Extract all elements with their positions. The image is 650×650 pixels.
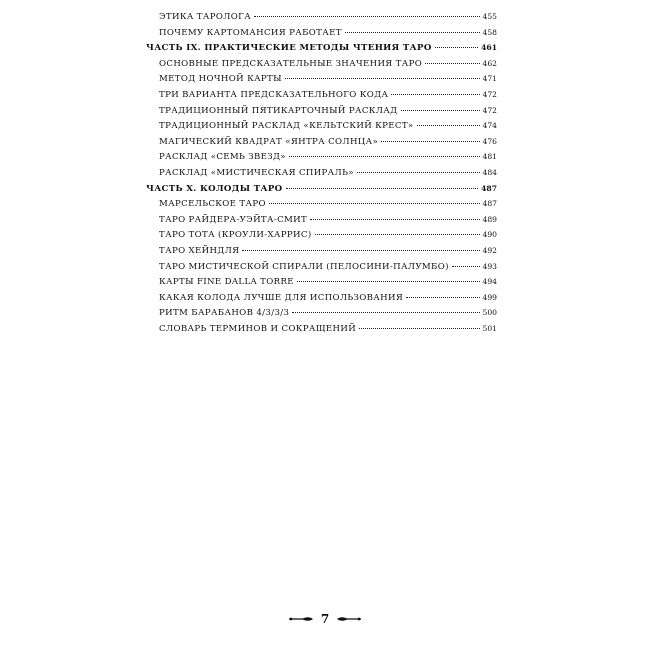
left-flourish-icon bbox=[288, 615, 314, 623]
toc-entry-title: МАРСЕЛЬСКОЕ ТАРО bbox=[159, 199, 266, 210]
toc-entry-page: 492 bbox=[482, 245, 497, 255]
toc-dot-leader bbox=[452, 266, 480, 267]
toc-entry bbox=[146, 59, 497, 75]
toc-entry-title: ТАРО ХЕЙНДЛЯ bbox=[159, 245, 240, 256]
toc-entry-page: 487 bbox=[482, 199, 497, 209]
toc-entry bbox=[146, 90, 497, 106]
toc-entry bbox=[146, 308, 497, 324]
toc-entry-title: МЕТОД НОЧНОЙ КАРТЫ bbox=[159, 74, 282, 85]
toc-entry bbox=[146, 74, 497, 90]
toc-entry-title: СЛОВАРЬ ТЕРМИНОВ И СОКРАЩЕНИЙ bbox=[159, 323, 357, 334]
toc-entry bbox=[146, 230, 497, 246]
toc-entry-title: РАСКЛАД «СЕМЬ ЗВЕЗД» bbox=[159, 152, 286, 163]
toc-dot-leader bbox=[391, 94, 479, 95]
toc-dot-leader bbox=[289, 156, 480, 157]
toc-dot-leader bbox=[381, 141, 479, 142]
toc-entry-page: 487 bbox=[481, 183, 497, 193]
toc-entry-title: ЧАСТЬ IX. ПРАКТИЧЕСКИЕ МЕТОДЫ ЧТЕНИЯ ТАРО bbox=[146, 43, 432, 54]
toc-entry bbox=[146, 324, 497, 340]
toc-part-heading bbox=[146, 184, 497, 200]
toc-entry bbox=[146, 215, 497, 231]
toc-entry-page: 493 bbox=[482, 261, 497, 271]
toc-dot-leader bbox=[297, 281, 480, 282]
toc-dot-leader bbox=[315, 234, 480, 235]
toc-dot-leader bbox=[435, 47, 478, 48]
toc-entry bbox=[146, 246, 497, 262]
toc-dot-leader bbox=[417, 125, 480, 126]
toc-dot-leader bbox=[425, 63, 479, 64]
toc-entry-page: 484 bbox=[482, 167, 497, 177]
toc-entry-title: ОСНОВНЫЕ ПРЕДСКАЗАТЕЛЬНЫЕ ЗНАЧЕНИЯ ТАРО bbox=[159, 58, 423, 69]
toc-entry bbox=[146, 106, 497, 122]
toc-entry-page: 472 bbox=[482, 105, 497, 115]
toc-entry-title: ЭТИКА ТАРОЛОГА bbox=[159, 12, 252, 22]
toc-entry bbox=[146, 262, 497, 278]
toc-dot-leader bbox=[286, 188, 479, 189]
toc-entry-page: 481 bbox=[482, 152, 497, 162]
toc-entry-page: 458 bbox=[482, 27, 497, 37]
toc-dot-leader bbox=[285, 78, 480, 79]
toc-dot-leader bbox=[345, 32, 480, 33]
toc-entry-page: 489 bbox=[482, 214, 497, 224]
toc-entry-page: 499 bbox=[482, 292, 497, 302]
table-of-contents bbox=[146, 12, 497, 339]
toc-entry-title: ТАРО МИСТИЧЕСКОЙ СПИРАЛИ (ПЕЛОСИНИ-ПАЛУМБО) bbox=[159, 261, 449, 272]
toc-dot-leader bbox=[357, 172, 480, 173]
toc-entry-title: КАКАЯ КОЛОДА ЛУЧШЕ ДЛЯ ИСПОЛЬЗОВАНИЯ bbox=[159, 292, 404, 303]
toc-dot-leader bbox=[269, 203, 480, 204]
toc-entry-page: 501 bbox=[482, 323, 497, 333]
toc-entry bbox=[146, 28, 497, 44]
toc-dot-leader bbox=[406, 297, 479, 298]
toc-dot-leader bbox=[401, 110, 480, 111]
toc-entry-page: 455 bbox=[482, 12, 497, 21]
toc-entry-title: ТРАДИЦИОННЫЙ РАСКЛАД «КЕЛЬТСКИЙ КРЕСТ» bbox=[159, 121, 414, 132]
toc-entry bbox=[146, 152, 497, 168]
page-footer bbox=[0, 612, 650, 626]
toc-entry-title: РАСКЛАД «МИСТИЧЕСКАЯ СПИРАЛЬ» bbox=[159, 167, 354, 178]
toc-dot-leader bbox=[292, 312, 479, 313]
toc-entry bbox=[146, 137, 497, 153]
toc-entry bbox=[146, 293, 497, 309]
toc-part-heading bbox=[146, 43, 497, 59]
toc-dot-leader bbox=[310, 219, 479, 220]
toc-entry-page: 462 bbox=[482, 58, 497, 68]
toc-entry-title: РИТМ БАРАБАНОВ 4/3/3/3 bbox=[159, 308, 290, 319]
toc-entry bbox=[146, 199, 497, 215]
toc-entry-title: КАРТЫ FINE DALLA TORRE bbox=[159, 277, 294, 288]
toc-entry-title: МАГИЧЕСКИЙ КВАДРАТ «ЯНТРА СОЛНЦА» bbox=[159, 136, 379, 147]
toc-entry-title: ПОЧЕМУ КАРТОМАНСИЯ РАБОТАЕТ bbox=[159, 27, 342, 38]
toc-entry-page: 474 bbox=[482, 121, 497, 131]
toc-entry-page: 500 bbox=[482, 308, 497, 318]
toc-entry-title: ТАРО РАЙДЕРА-УЭЙТА-СМИТ bbox=[159, 214, 308, 225]
toc-entry bbox=[146, 168, 497, 184]
toc-dot-leader bbox=[359, 328, 479, 329]
page-number: 7 bbox=[320, 612, 330, 626]
toc-entry-page: 490 bbox=[482, 230, 497, 240]
toc-entry bbox=[146, 12, 497, 28]
toc-entry-title: ТРИ ВАРИАНТА ПРЕДСКАЗАТЕЛЬНОГО КОДА bbox=[159, 89, 389, 100]
toc-entry-page: 476 bbox=[482, 136, 497, 146]
toc-entry-page: 471 bbox=[482, 74, 497, 84]
toc-entry-title: ТРАДИЦИОННЫЙ ПЯТИКАРТОЧНЫЙ РАСКЛАД bbox=[159, 105, 398, 116]
toc-entry-title: ЧАСТЬ X. КОЛОДЫ ТАРО bbox=[146, 183, 283, 194]
toc-entry-page: 472 bbox=[482, 89, 497, 99]
right-flourish-icon bbox=[336, 615, 362, 623]
toc-entry-title: ТАРО ТОТА (КРОУЛИ-ХАРРИС) bbox=[159, 230, 312, 241]
toc-entry-page: 461 bbox=[481, 43, 497, 53]
toc-dot-leader bbox=[254, 16, 479, 17]
toc-entry bbox=[146, 121, 497, 137]
toc-entry bbox=[146, 277, 497, 293]
toc-dot-leader bbox=[242, 250, 479, 251]
toc-entry-page: 494 bbox=[482, 277, 497, 287]
